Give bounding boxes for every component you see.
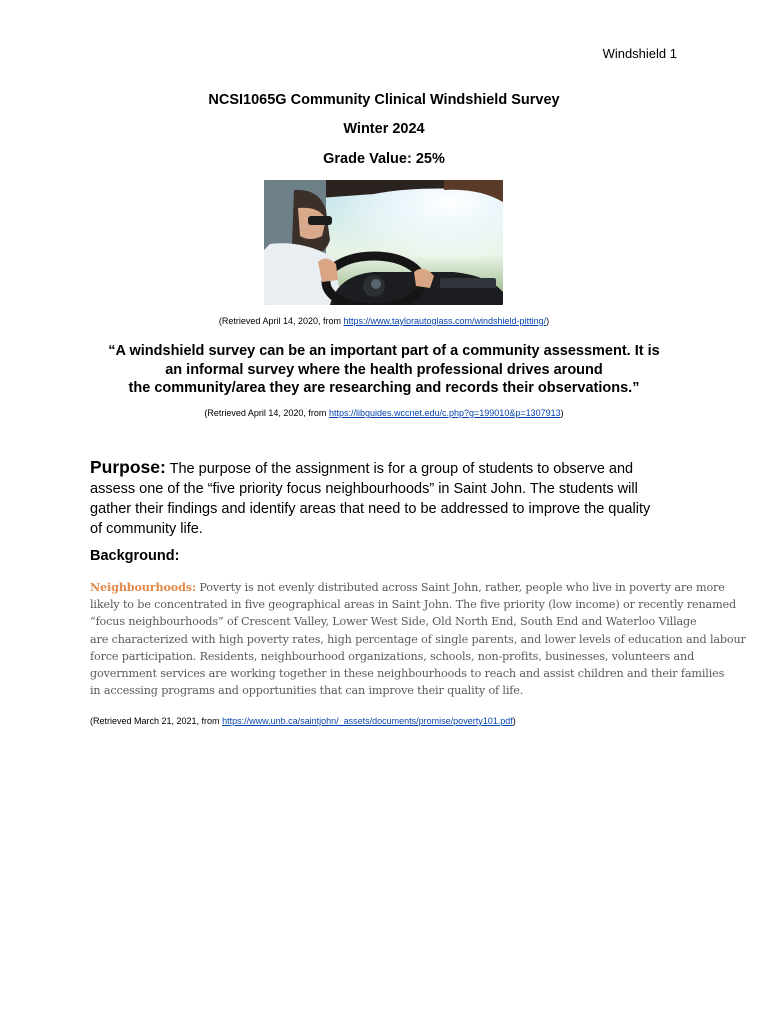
excerpt-line-3: “focus neighbourhoods” of Crescent Valley, Lower West Side, Old North End, South End and Waterloo Village	[90, 615, 697, 629]
quote-line-2: an informal survey where the health professional drives around	[165, 361, 603, 378]
image-source-link[interactable]: https://www.taylorautoglass.com/windshield-pitting/	[343, 316, 547, 326]
windshield-survey-quote	[90, 342, 678, 398]
quote-line-1: “A windshield survey can be an important part of a community assessment. It is	[108, 343, 660, 359]
excerpt-label: Neighbourhoods:	[90, 580, 196, 594]
grade-value-line: Grade Value: 25%	[323, 151, 445, 167]
running-head: Windshield 1	[602, 46, 677, 61]
purpose-line-2: assess one of the “five priority focus neighbourhoods” in Saint John. The students will	[90, 481, 638, 497]
quote-citation-suffix: )	[560, 408, 564, 418]
image-citation-prefix: (Retrieved April 14, 2020, from	[218, 316, 344, 326]
excerpt-line-6: government services are working together in these neighbourhoods to reach and assist children and their families	[90, 667, 725, 681]
excerpt-line-5: force participation. Residents, neighbourhood organizations, schools, non-profits, businesses, volunteers and	[90, 649, 695, 663]
purpose-section	[90, 457, 686, 539]
quote-citation	[0, 408, 768, 418]
purpose-line-4: of community life.	[90, 521, 203, 537]
excerpt-line-1	[90, 579, 725, 596]
background-source-link[interactable]: https://www.unb.ca/saintjohn/_assets/documents/promise/poverty101.pdf	[222, 716, 513, 726]
purpose-text-1: The purpose of the assignment is for a group of students to observe and	[165, 461, 634, 477]
driver-windshield-photo	[264, 180, 503, 305]
excerpt-line-2: likely to be concentrated in five geographical areas in Saint John. The five priority (low income) or recently renamed	[90, 598, 737, 612]
document-title: NCSI1065G Community Clinical Windshield Survey	[208, 92, 560, 108]
image-citation-suffix: )	[546, 316, 550, 326]
quote-line-3: the community/area they are researching and records their observations.”	[128, 380, 640, 396]
background-citation	[90, 716, 516, 726]
term-line: Winter 2024	[343, 121, 425, 137]
excerpt-text-1: Poverty is not evenly distributed across Saint John, rather, people who live in poverty are more	[195, 581, 725, 594]
excerpt-line-7: in accessing programs and opportunities that can improve their quality of life.	[90, 684, 524, 698]
image-citation	[0, 316, 768, 326]
background-citation-prefix: (Retrieved March 21, 2021, from	[90, 716, 223, 726]
background-heading: Background:	[90, 548, 180, 564]
purpose-line-3: gather their findings and identify areas that need to be addressed to improve the quality	[90, 501, 651, 517]
purpose-line-1	[90, 457, 686, 479]
excerpt-line-4: are characterized with high poverty rates, high percentage of single parents, and lower levels of education and labour	[90, 632, 746, 646]
background-citation-suffix: )	[512, 716, 516, 726]
neighbourhoods-excerpt	[90, 579, 746, 699]
purpose-label: Purpose:	[90, 457, 166, 477]
quote-source-link[interactable]: https://libguides.wccnet.edu/c.php?g=199010&p=1307913	[328, 408, 561, 418]
quote-citation-prefix: (Retrieved April 14, 2020, from	[204, 408, 329, 418]
